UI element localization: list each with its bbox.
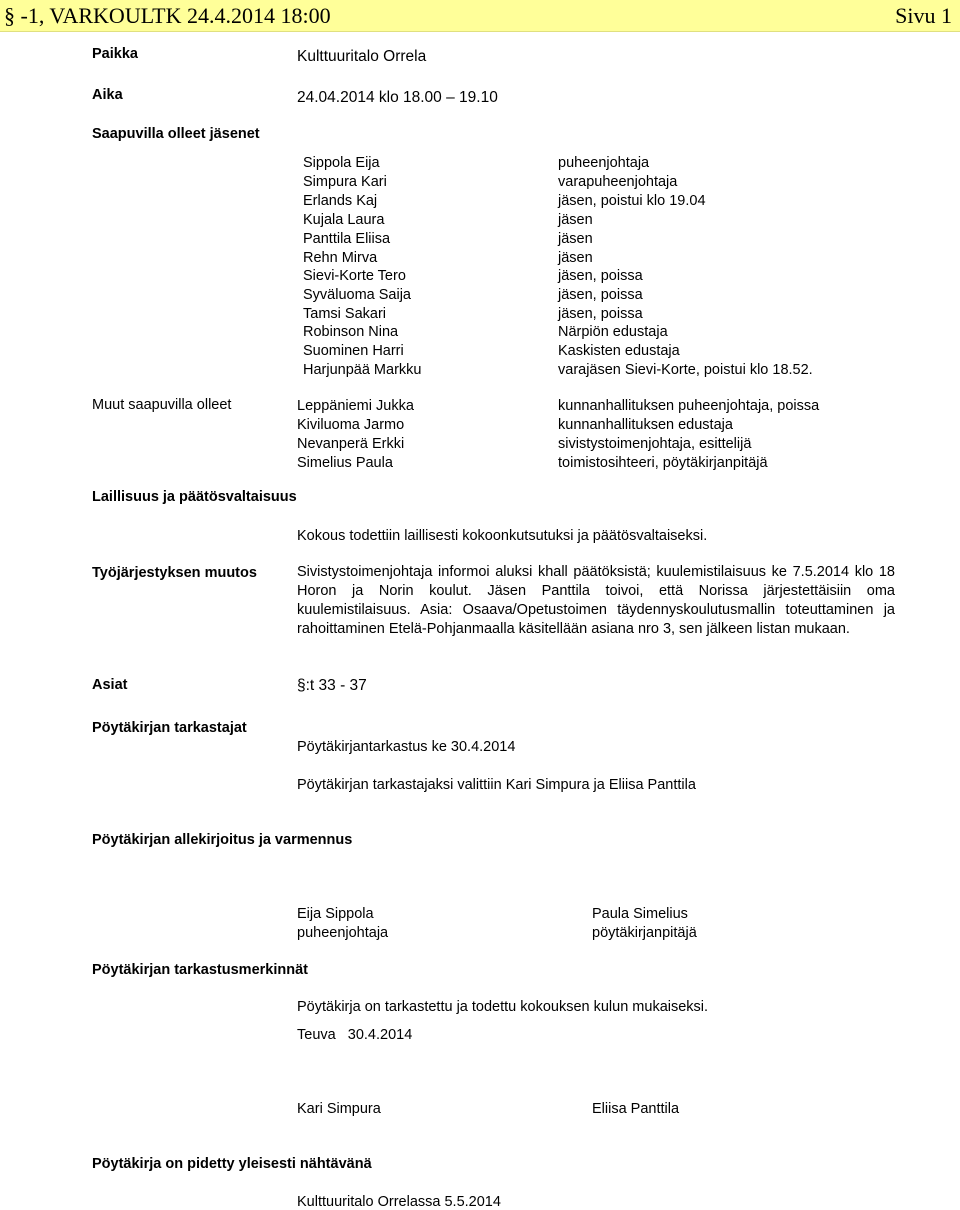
place-date: Teuva 30.4.2014 (297, 1027, 413, 1043)
signer1-role: puheenjohtaja (297, 925, 389, 941)
nahtavana-text: Kulttuuritalo Orrelassa 5.5.2014 (297, 1194, 501, 1210)
member-name: Suominen Harri (303, 343, 404, 359)
aika-value: 24.04.2014 klo 18.00 – 19.10 (297, 89, 498, 106)
member-name: Tamsi Sakari (303, 306, 386, 322)
member-name: Sievi-Korte Tero (303, 268, 406, 284)
other-role: sivistystoimenjohtaja, esittelijä (558, 436, 752, 452)
member-role: varapuheenjohtaja (558, 174, 678, 190)
member-role: jäsen (558, 212, 593, 228)
member-role: jäsen, poissa (558, 268, 643, 284)
aika-label: Aika (92, 87, 123, 103)
tarkastajat-line2: Pöytäkirjan tarkastajaksi valittiin Kari Simpura ja Eliisa Panttila (297, 777, 696, 793)
muut-label: Muut saapuvilla olleet (92, 397, 232, 413)
header-left (4, 0, 331, 31)
page-number: Sivu 1 (895, 3, 952, 28)
reviewer1-name: Kari Simpura (297, 1101, 381, 1117)
nahtavana-label: Pöytäkirja on pidetty yleisesti nähtävänä (92, 1156, 372, 1172)
allekirjoitus-label: Pöytäkirjan allekirjoitus ja varmennus (92, 832, 353, 848)
member-name: Robinson Nina (303, 324, 399, 340)
tyojarjestys-label: Työjärjestyksen muutos (92, 565, 257, 581)
member-role: puheenjohtaja (558, 155, 650, 171)
saapuvilla-label: Saapuvilla olleet jäsenet (92, 126, 260, 142)
member-role: Närpiön edustaja (558, 324, 668, 340)
laillisuus-label: Laillisuus ja päätösvaltaisuus (92, 489, 297, 505)
member-name: Sippola Eija (303, 155, 380, 171)
section-sign-icon: § (297, 677, 306, 694)
tarkastajat-line1: Pöytäkirjantarkastus ke 30.4.2014 (297, 739, 516, 755)
member-role: jäsen, poissa (558, 306, 643, 322)
member-role: jäsen (558, 250, 593, 266)
other-name: Simelius Paula (297, 455, 393, 471)
member-role: Kaskisten edustaja (558, 343, 680, 359)
other-role: toimistosihteeri, pöytäkirjanpitäjä (558, 455, 768, 471)
signer1-name: Eija Sippola (297, 906, 374, 922)
tyojarjestys-text: Sivistystoimenjohtaja informoi aluksi khall päätöksistä; kuulemistilaisuus ke 7.5.2014 klo 18 Horon ja Norin koulut. Jäsen Panttila toivoi, että Norissa järjestettäisiin oma kuulemistilaisuus. Asia: Osaava/Opetustoimen täydennyskoulutusmallin toteuttaminen ja rahoittaminen Etelä-Pohjanmaalla käsitellään asiana nro 3, sen jälkeen listan mukaan. (297, 564, 895, 637)
member-role: jäsen (558, 231, 593, 247)
member-name: Kujala Laura (303, 212, 385, 228)
member-name: Syväluoma Saija (303, 287, 411, 303)
member-name: Panttila Eliisa (303, 231, 391, 247)
other-name: Nevanperä Erkki (297, 436, 405, 452)
other-name: Kiviluoma Jarmo (297, 417, 405, 433)
member-name: Erlands Kaj (303, 193, 378, 209)
paikka-value: Kulttuuritalo Orrela (297, 48, 427, 65)
asiat-value (297, 677, 367, 695)
member-name: Rehn Mirva (303, 250, 378, 266)
asiat-label: Asiat (92, 677, 128, 693)
asiat-range: :t 33 - 37 (305, 677, 367, 694)
tarkastajat-label: Pöytäkirjan tarkastajat (92, 720, 247, 736)
signer2-name: Paula Simelius (592, 906, 688, 922)
section-sign-icon: § (4, 3, 15, 28)
signer2-role: pöytäkirjanpitäjä (592, 925, 697, 941)
member-role: jäsen, poissa (558, 287, 643, 303)
member-role: varajäsen Sievi-Korte, poistui klo 18.52. (558, 362, 813, 378)
member-role: jäsen, poistui klo 19.04 (558, 193, 706, 209)
laillisuus-text: Kokous todettiin laillisesti kokoonkutsutuksi ja päätösvaltaiseksi. (297, 528, 708, 544)
tarkastusmerkinnat-text: Pöytäkirja on tarkastettu ja todettu kokouksen kulun mukaiseksi. (297, 999, 709, 1015)
other-role: kunnanhallituksen edustaja (558, 417, 733, 433)
other-role: kunnanhallituksen puheenjohtaja, poissa (558, 398, 820, 414)
page-header (0, 0, 960, 32)
member-name: Simpura Kari (303, 174, 387, 190)
header-title: -1, VARKOULTK 24.4.2014 18:00 (20, 3, 331, 28)
member-name: Harjunpää Markku (303, 362, 422, 378)
reviewer2-name: Eliisa Panttila (592, 1101, 680, 1117)
paikka-label: Paikka (92, 46, 138, 62)
other-name: Leppäniemi Jukka (297, 398, 414, 414)
tarkastusmerkinnat-label: Pöytäkirjan tarkastusmerkinnät (92, 962, 308, 978)
